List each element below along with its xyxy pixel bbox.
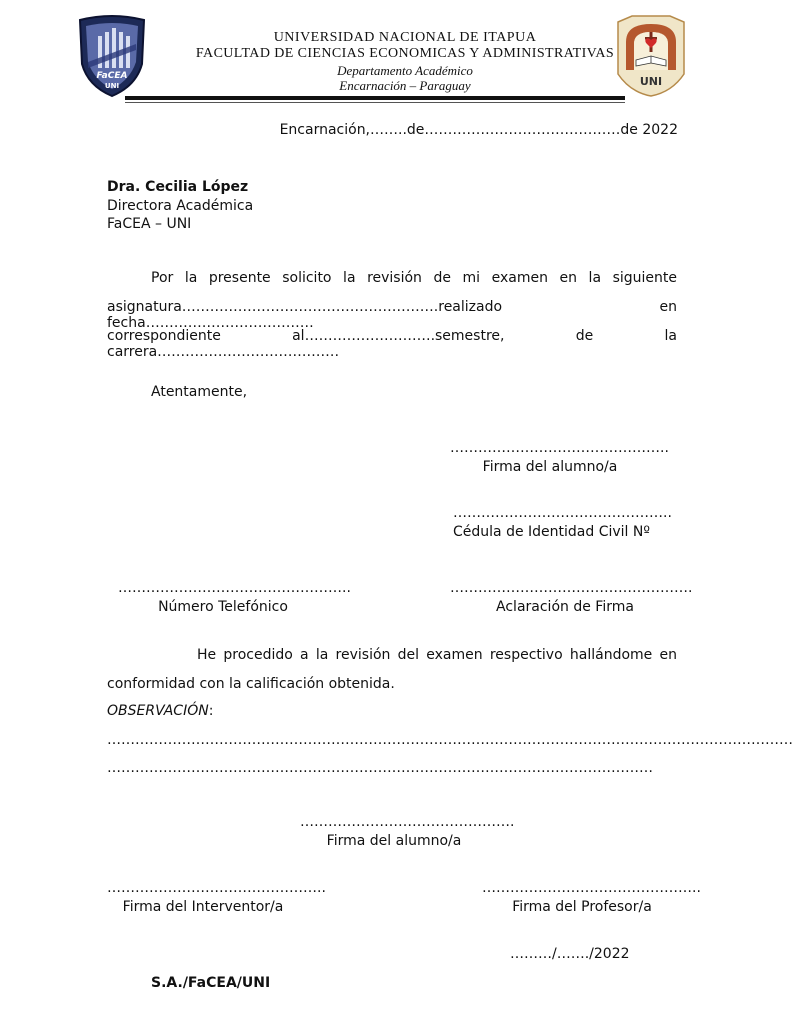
header-location: Encarnación – Paraguay bbox=[339, 78, 471, 93]
id-card-label: Cédula de Identidad Civil Nº bbox=[453, 524, 650, 540]
uni-logo-text: UNI bbox=[639, 75, 663, 88]
phone-label: Número Telefónico bbox=[158, 599, 288, 615]
footer-date: ………/……./2022 bbox=[510, 946, 630, 962]
recipient-org: FaCEA – UNI bbox=[107, 216, 192, 232]
body-line-2: asignatura……………………………………………….realizado en fecha……………………………… bbox=[107, 299, 677, 331]
recipient-name: Dra. Cecilia López bbox=[107, 179, 249, 195]
id-card-line: ……………………………………….. bbox=[453, 505, 672, 521]
review-line-2: conformidad con la calificación obtenida. bbox=[107, 676, 395, 692]
body-line-1: Por la presente solicito la revisión de mi examen en la siguiente bbox=[151, 270, 677, 286]
observation-line-1: ………………………………………………………………………………………………………………………………… bbox=[107, 732, 793, 748]
header-faculty: FACULTAD DE CIENCIAS ECONOMICAS Y ADMINISTRATIVAS bbox=[195, 46, 615, 61]
final-student-line: ………………………………………. bbox=[300, 814, 515, 830]
closing: Atentamente, bbox=[151, 384, 248, 400]
header-department: Departamento Académico bbox=[337, 63, 473, 78]
header-rule bbox=[125, 96, 625, 100]
header-university: UNIVERSIDAD NACIONAL DE ITAPUA bbox=[273, 30, 537, 45]
footer-code: S.A./FaCEA/UNI bbox=[151, 975, 271, 991]
date-line: Encarnación,……..de……………………………………de 2022 bbox=[279, 122, 678, 138]
intervener-line: ……………………………………….. bbox=[107, 880, 326, 896]
professor-line: ……………………………………….. bbox=[482, 880, 701, 896]
observation-colon: : bbox=[208, 703, 214, 719]
student-signature-line: ……………………………………….. bbox=[450, 440, 669, 456]
phone-line: ………………………………………….. bbox=[118, 580, 351, 596]
final-student-label: Firma del alumno/a bbox=[326, 833, 462, 849]
clarification-label: Aclaración de Firma bbox=[496, 599, 634, 615]
body-line-3: correspondiente al……………………….semestre, de la carrera………………………………… bbox=[107, 328, 677, 360]
clarification-line: ……………………………………………. bbox=[450, 580, 693, 596]
facea-logo-sub: UNI bbox=[104, 82, 120, 90]
header-rule-thin bbox=[125, 102, 625, 103]
recipient-title: Directora Académica bbox=[107, 198, 254, 214]
observation-line-2: ……………………………………………………………………………………………………… bbox=[107, 760, 653, 776]
observation-heading bbox=[107, 703, 213, 719]
student-signature-label: Firma del alumno/a bbox=[482, 459, 618, 475]
facea-logo-text: FaCEA bbox=[96, 71, 128, 81]
review-line-1: He procedido a la revisión del examen respectivo hallándome en bbox=[197, 647, 677, 663]
intervener-label: Firma del Interventor/a bbox=[122, 899, 284, 915]
professor-label: Firma del Profesor/a bbox=[512, 899, 652, 915]
observation-label: OBSERVACIÓN bbox=[107, 703, 209, 719]
